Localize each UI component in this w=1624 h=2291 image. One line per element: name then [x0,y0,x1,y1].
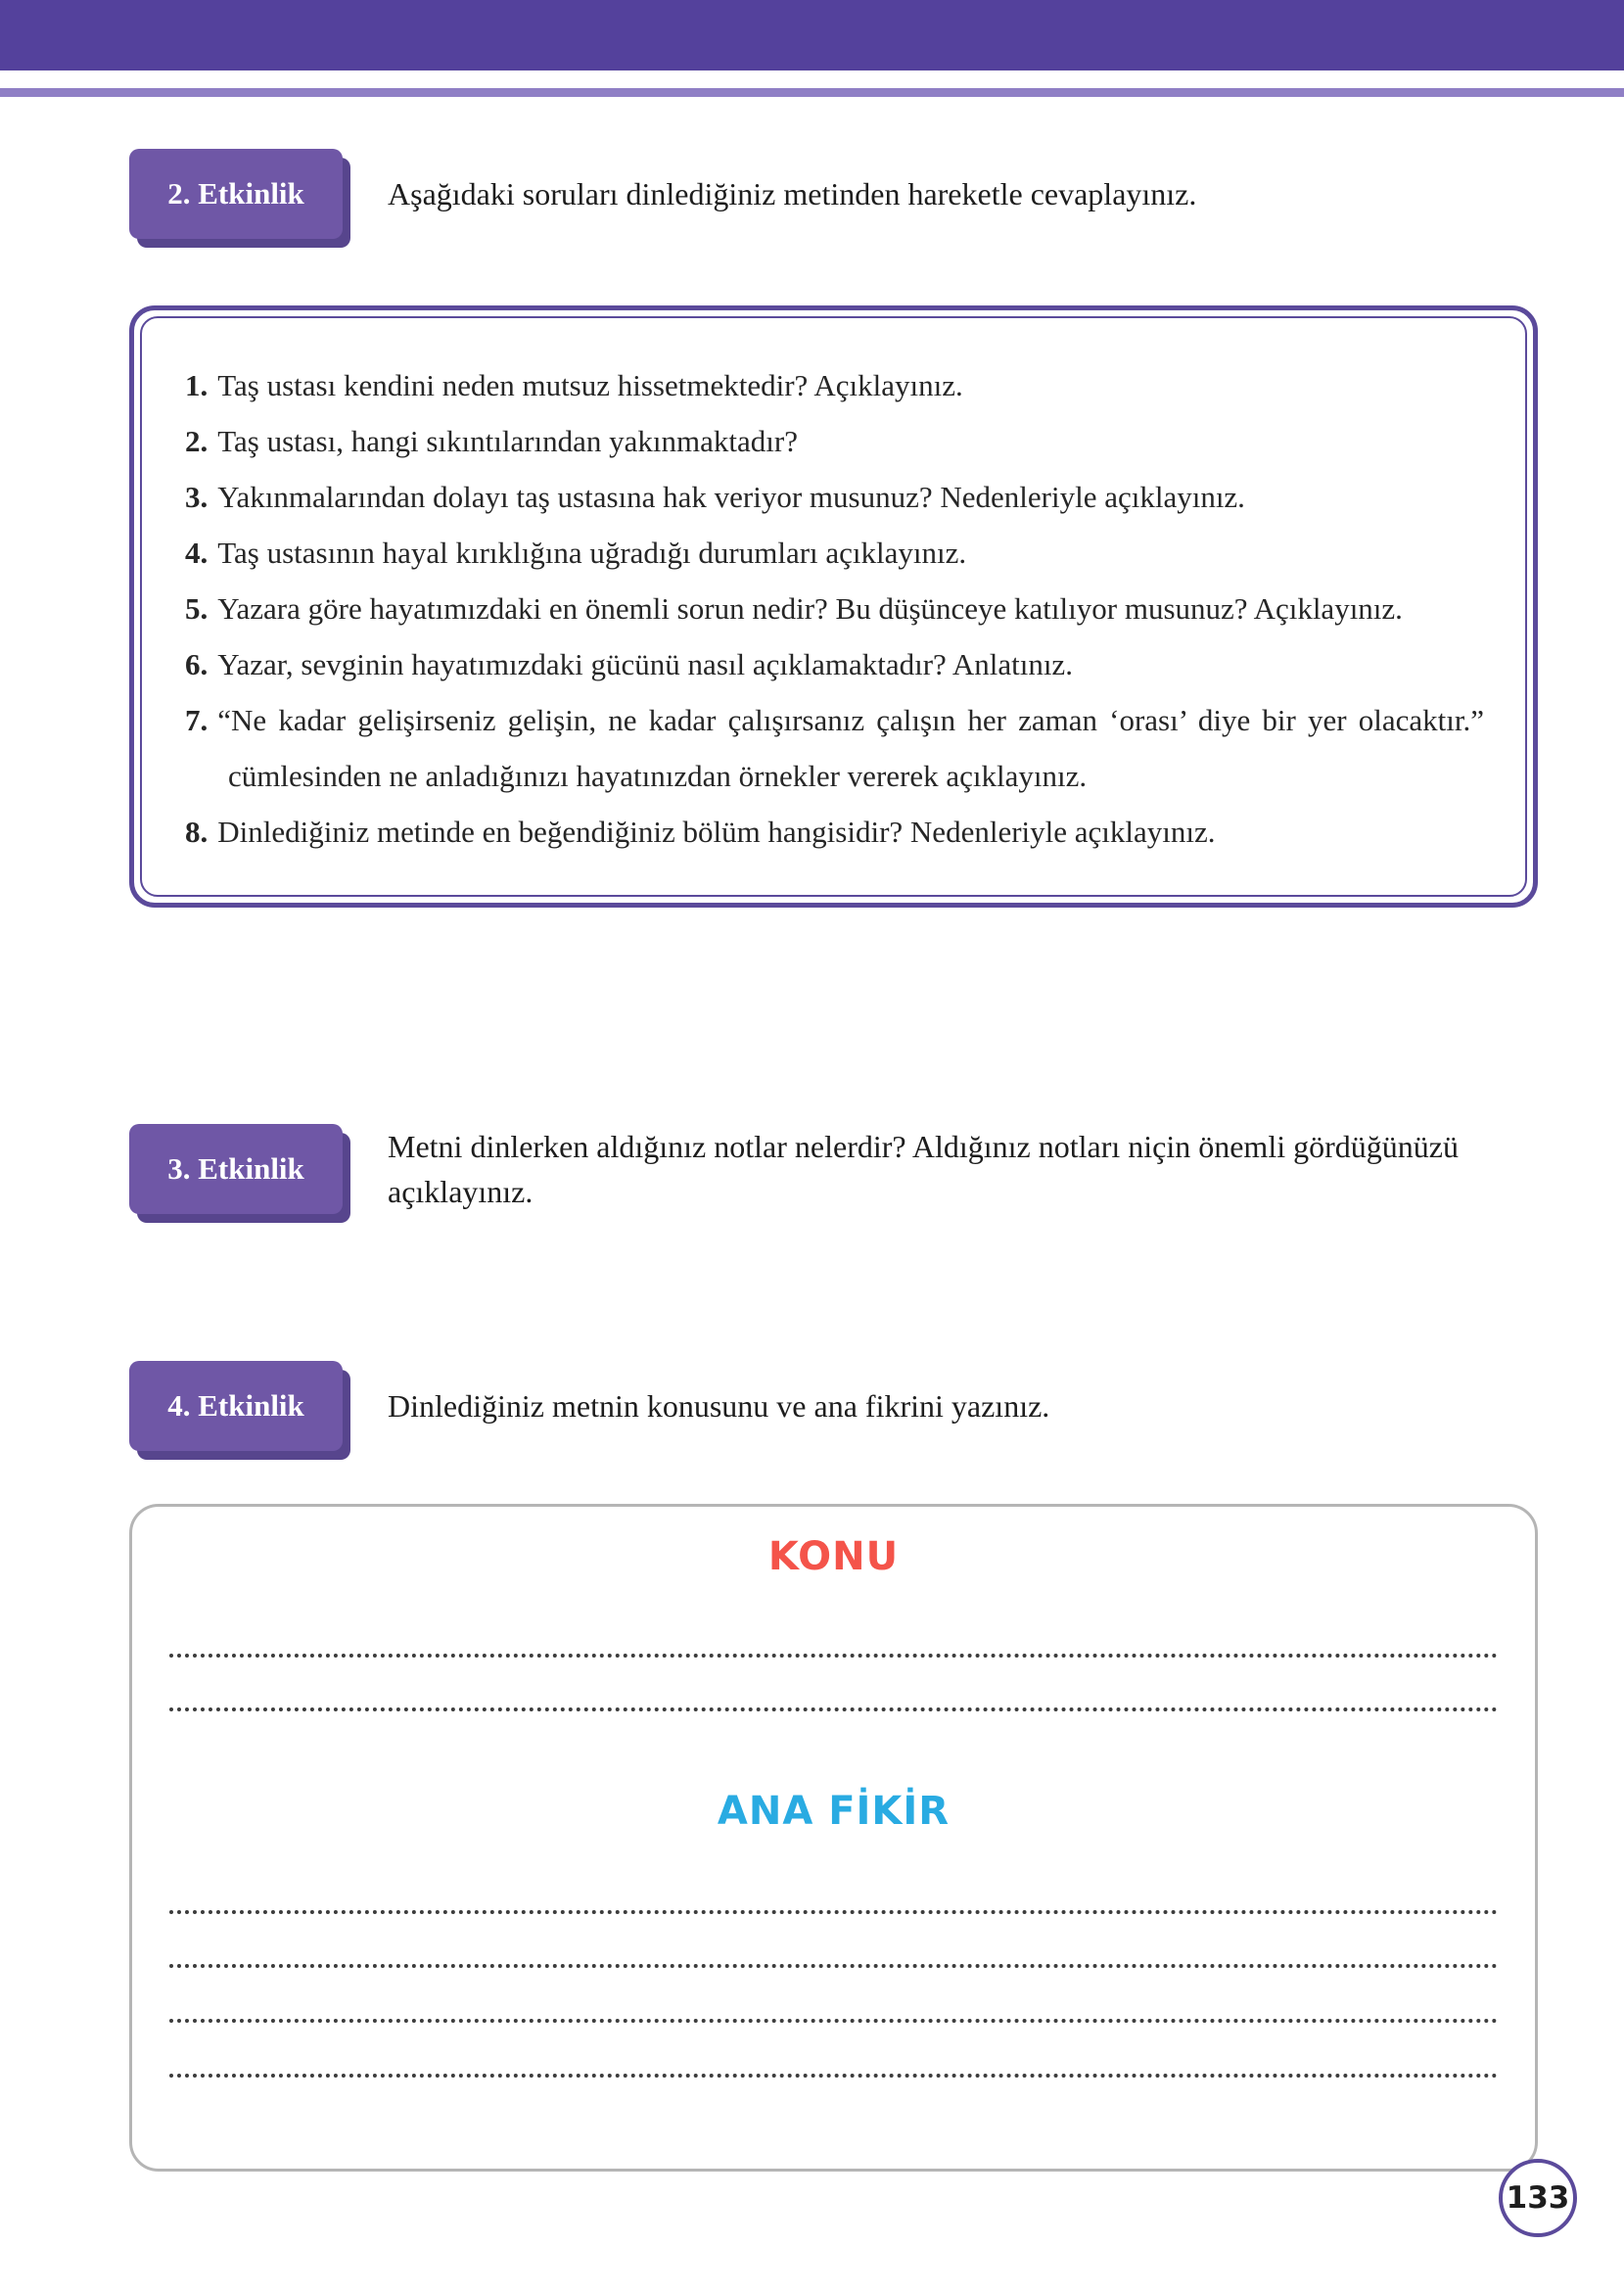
question-item-4 [185,525,1484,581]
activity-4-badge [129,1361,343,1451]
question-item-1 [185,357,1484,413]
ana-fikir-writing-line [169,2019,1498,2023]
question-text: Dinlediğiniz metinde en beğendiğiniz bölüm hangisidir? Nedenleriyle açıklayınız. [217,815,1216,850]
question-text: Taş ustasının hayal kırıklığına uğradığı durumları açıklayınız. [217,536,967,571]
question-number: 1. [185,368,209,402]
konu-heading: KONU [767,1534,900,1579]
activity-3-instruction: Metni dinlerken aldığınız notlar nelerdir? Aldığınız notları niçin önemli gördüğünüzü açıklayınız. [388,1129,1459,1210]
question-item-5 [185,581,1484,636]
question-number: 3. [185,480,209,515]
question-text: Yakınmalarından dolayı taş ustasına hak veriyor musunuz? Nedenleriyle açıklayınız. [217,480,1245,515]
question-number: 7. [185,703,209,738]
question-item-6 [185,636,1484,692]
questions-box [129,305,1538,908]
activity-2-instruction: Aşağıdaki soruları dinlediğiniz metinden hareketle cevaplayınız. [388,175,1197,211]
question-number: 5. [185,591,209,627]
activity-3-row [129,1124,1538,1215]
ana-fikir-writing-line [169,1964,1498,1968]
page-number: 133 [1506,2180,1570,2216]
answer-box [129,1504,1538,2172]
activity-4-label: 4. Etkinlik [167,1388,304,1423]
activity-3-badge [129,1124,343,1214]
question-text: “Ne kadar gelişirseniz gelişin, ne kadar çalışırsanız çalışın her zaman ‘orası’ diye bir yer olacaktır.” cümlesinden ne anladığınızı hayatınızdan örnekler vererek açıklayınız. [217,703,1484,794]
question-number: 6. [185,647,209,682]
konu-writing-line [169,1654,1498,1658]
activity-4-row [129,1361,1538,1451]
question-text: Taş ustası, hangi sıkıntılarından yakınmaktadır? [217,424,798,459]
question-number: 2. [185,424,209,459]
activity-4-instruction: Dinlediğiniz metnin konusunu ve ana fikrini yazınız. [388,1387,1050,1424]
question-item-7 [185,692,1484,804]
top-decorative-band [0,0,1624,70]
ana-fikir-writing-line [169,1910,1498,1914]
questions-box-inner [140,316,1527,897]
question-item-8 [185,804,1484,860]
page-number-badge [1499,2159,1577,2237]
konu-writing-line [169,1707,1498,1711]
question-text: Taş ustası kendini neden mutsuz hissetmektedir? Açıklayınız. [217,368,963,402]
question-item-3 [185,469,1484,525]
activity-2-badge [129,149,343,239]
question-text: Yazar, sevginin hayatımızdaki gücünü nasıl açıklamaktadır? Anlatınız. [217,647,1073,682]
question-text: Yazara göre hayatımızdaki en önemli sorun nedir? Bu düşünceye katılıyor musunuz? Açıklayınız. [217,591,1403,627]
question-number: 8. [185,815,209,850]
ana-fikir-writing-line [169,2074,1498,2078]
activity-2-label: 2. Etkinlik [167,176,304,210]
top-accent-stripe [0,88,1624,97]
activity-3-label: 3. Etkinlik [167,1151,304,1187]
activity-2-row [129,149,1538,239]
question-number: 4. [185,536,209,571]
questions-list [185,357,1484,860]
ana-fikir-heading: ANA FİKİR [717,1789,951,1834]
question-item-2 [185,413,1484,469]
